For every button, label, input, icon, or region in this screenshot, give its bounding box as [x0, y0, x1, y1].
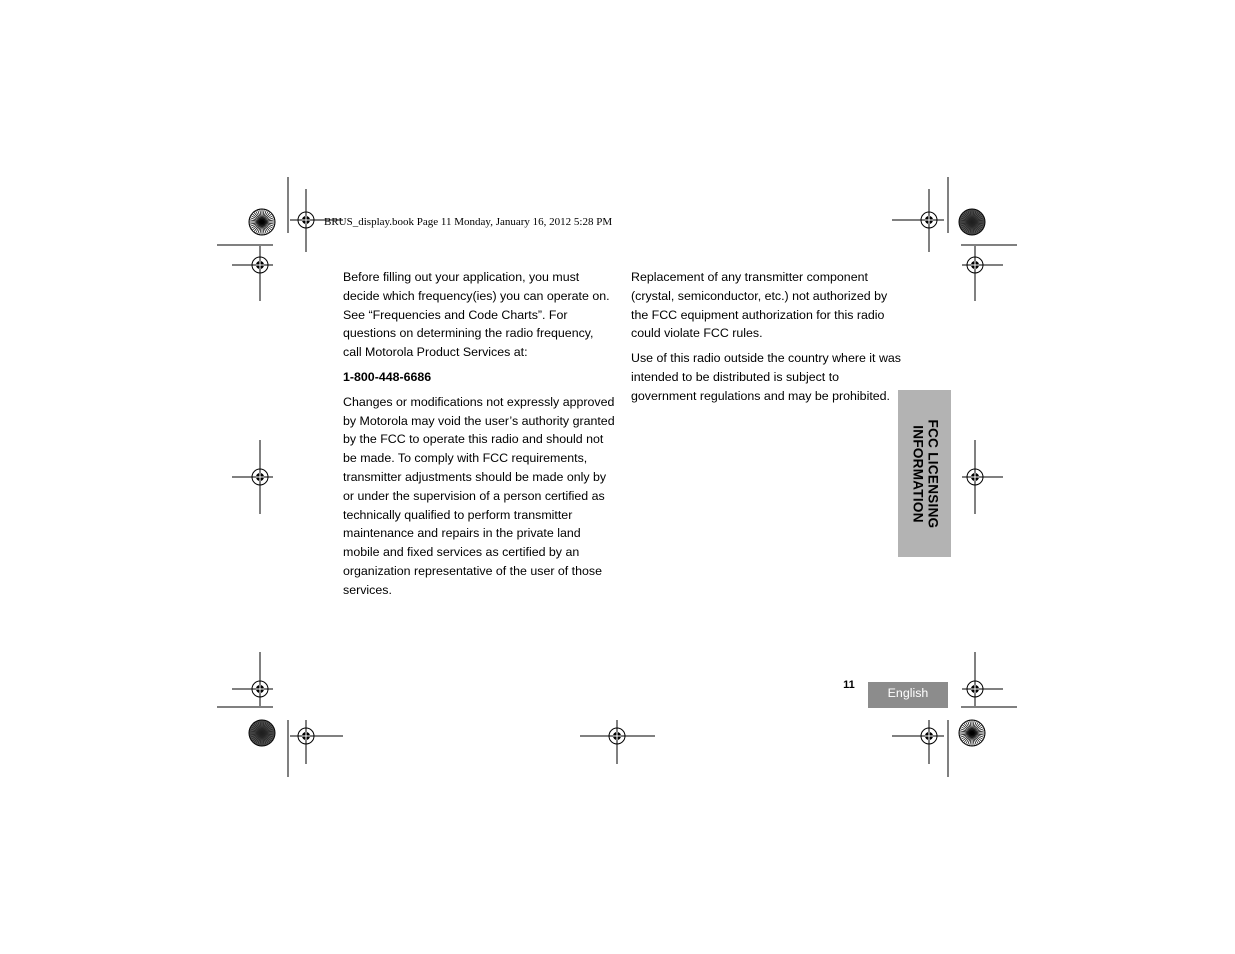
outside-country-paragraph: Use of this radio outside the country where it was intended to be distributed is subject to government regulations and may be prohibited.: [631, 351, 901, 403]
left-column: [343, 268, 615, 606]
phone-number: 1-800-448-6686: [343, 369, 432, 384]
language-tab: English: [868, 682, 948, 708]
print-header: BRUS_display.book Page 11 Monday, January 16, 2012 5:28 PM: [324, 216, 613, 228]
replacement-paragraph: Replacement of any transmitter component (crystal, semiconductor, etc.) not authorized by the FCC equipment authorization for this radio could violate FCC rules.: [631, 270, 888, 341]
section-side-tab: [898, 390, 951, 557]
frequency-paragraph: Before filling out your application, you must decide which frequency(ies) you can operate on. See “Frequencies and Code Charts”. For questions on determining the radio frequency, call Motorola Product Services at:: [343, 270, 610, 360]
side-tab-label: [910, 419, 939, 528]
side-tab-line-2: INFORMATION: [910, 424, 926, 523]
page-number: 11: [843, 679, 855, 691]
right-column: [631, 268, 901, 412]
side-tab-line-1: FCC LICENSING: [925, 419, 940, 528]
modifications-paragraph: Changes or modifications not expressly approved by Motorola may void the user’s authority granted by the FCC to operate this radio and should not be made. To comply with FCC requirements, transmitter adjustments should be made only by or under the supervision of a person certified as technically qualified to perform transmitter maintenance and repairs in the private land mobile and fixed services as certified by an organization representative of the user of those services.: [343, 394, 615, 597]
